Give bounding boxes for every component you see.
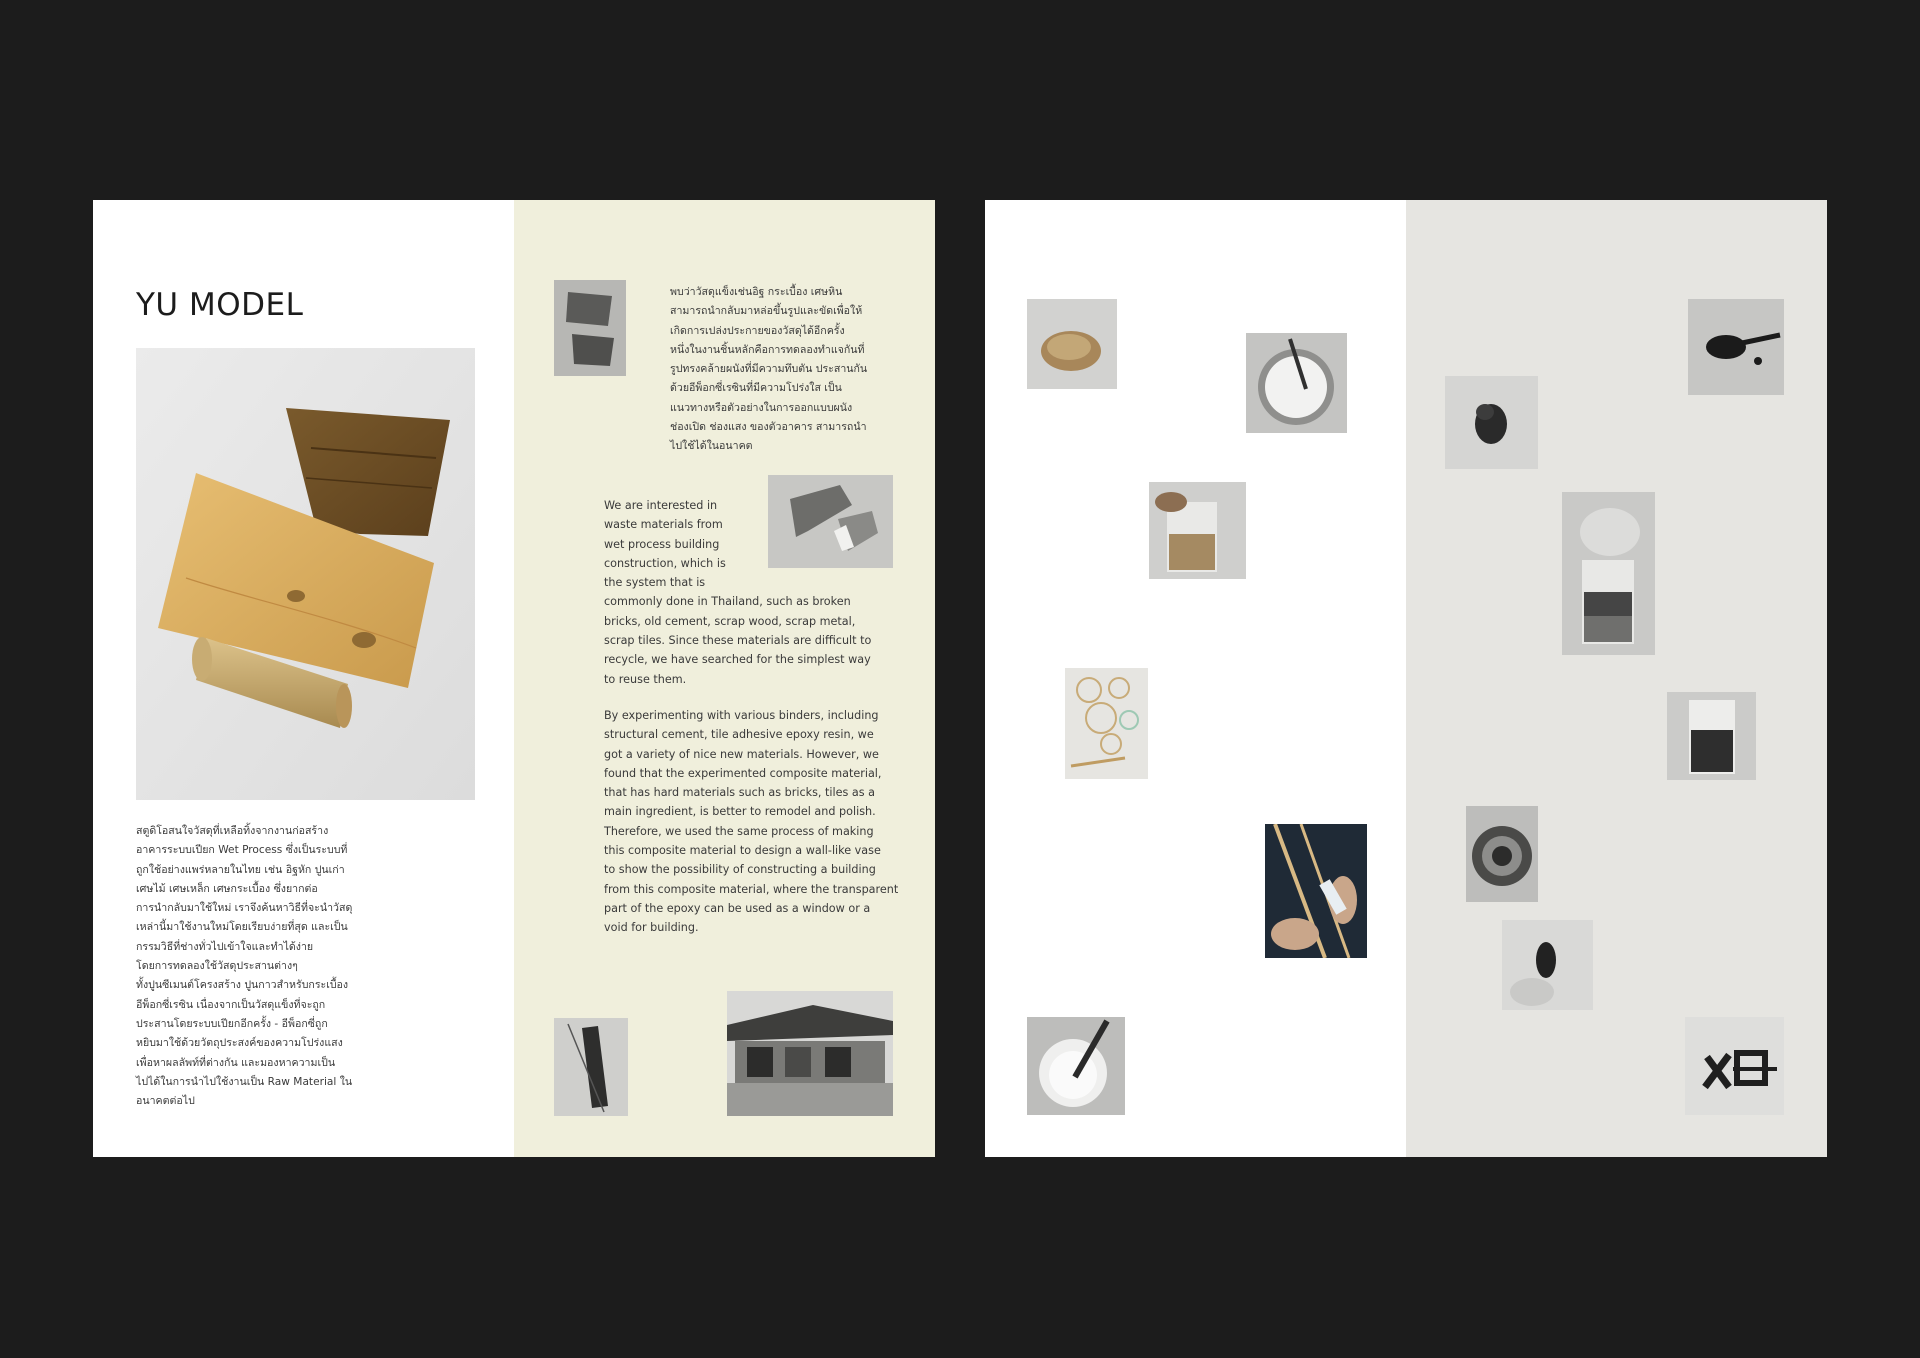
hand-holding-piece-photo xyxy=(1502,920,1593,1010)
english-text-p2: By experimenting with various binders, including structural cement, tile adhesive epoxy resin, we got a variety of nice new materials. However, we found that the experimented composite material, that has hard materials such as bricks, tiles as a main ingredient, is better to remodel and polish. Therefore, we used the same process of making this composite material to design a wall-like vase to show the possibility of constructing a building from this composite material, where the transparent part of the epoxy can be used as a window or a void for building. xyxy=(604,709,899,935)
brick-pieces-photo xyxy=(554,280,626,376)
dark-liquid-glass-photo xyxy=(1667,692,1756,780)
dark-granules-photo xyxy=(1445,376,1538,469)
black-spoon-photo xyxy=(1688,299,1784,395)
left-page-white-half xyxy=(93,200,514,1157)
black-assembly-photo xyxy=(1685,1017,1784,1115)
building-site-photo xyxy=(727,991,893,1116)
mixing-bowl-photo xyxy=(1466,806,1538,902)
right-page-grey-half xyxy=(1406,200,1827,1157)
wood-pieces-photo xyxy=(136,348,475,800)
thai-findings-text: พบว่าวัสดุแข็งเช่นอิฐ กระเบื้อง เศษหิน สามารถนำกลับมาหล่อขึ้นรูปและขัดเพื่อให้ เกิดการเปล่งประกายของวัสดุได้อีกครั้ง หนึ่งในงานชิ้นหลักคือการทดลองทำแจกันที่ รูปทรงคล้ายผนังที่มีความทึบตัน ประสานกัน ด้วยอีพ็อกซี่เรซินที่มีความโปร่งใส เป็น แนวทางหรือตัวอย่างในการออกแบบผนัง ช่องเปิด ช่องแสง ของตัวอาคาร สามารถนำ ไปใช้ได้ในอนาคต xyxy=(670,286,868,453)
english-text-p1: We are interested in waste materials from wet process building construction, which is the system that is commonly done in Thailand, such as broken bricks, old cement, scrap wood, scrap metal, scrap tiles. Since these materials are difficult to recycle, we have searched for the simplest way to reuse them. xyxy=(604,499,872,686)
gravel-in-cup-photo xyxy=(1149,482,1246,579)
right-page xyxy=(985,200,1827,1157)
cement-bowl-photo xyxy=(1246,333,1347,433)
page-title: YU MODEL xyxy=(136,287,304,323)
powder-bowl-photo xyxy=(1027,1017,1125,1115)
right-page-white-half xyxy=(985,200,1406,1157)
rattan-rings-photo xyxy=(1065,668,1148,779)
pouring-resin-photo xyxy=(1562,492,1655,655)
thai-intro-text: สตูดิโอสนใจวัสดุที่เหลือทิ้งจากงานก่อสร้าง อาคารระบบเปียก Wet Process ซึ่งเป็นระบบที่ ถูกใช้อย่างแพร่หลายในไทย เช่น อิฐหัก ปูนเก่า เศษไม้ เศษเหล็ก เศษกระเบื้อง ซึ่งยากต่อ การนำกลับมาใช้ใหม่ เราจึงค้นหาวิธีที่จะนำวัสดุ เหล่านี้มาใช้งานใหม่โดยเรียบง่ายที่สุด และเป็น กรรมวิธีที่ช่างทั่วไปเข้าใจและทำได้ง่าย โดยการทดลองใช้วัสดุประสานต่างๆ ทั้งปูนซีเมนต์โครงสร้าง ปูนกาวสำหรับกระเบื้อง อีพ็อกซี่เรซิน เนื่องจากเป็นวัสดุแข็งที่จะถูก ประสานโดยระบบเปียกอีกครั้ง - อีพ็อกซี่ถูก หยิบมาใช้ด้วยวัตถุประสงค์ของความโปร่งแสง เพื่อหาผลลัพท์ที่ต่างกัน และมองหาความเป็น ไปได้ในการนำไปใช้งานเป็น Raw Material ใน อนาคตต่อไป xyxy=(136,825,353,1108)
hands-gluing-photo xyxy=(1265,824,1367,958)
left-page xyxy=(93,200,935,1157)
gravel-pile-photo xyxy=(1027,299,1117,389)
dark-bar-photo xyxy=(554,1018,628,1116)
left-page-cream-half xyxy=(514,200,935,1157)
